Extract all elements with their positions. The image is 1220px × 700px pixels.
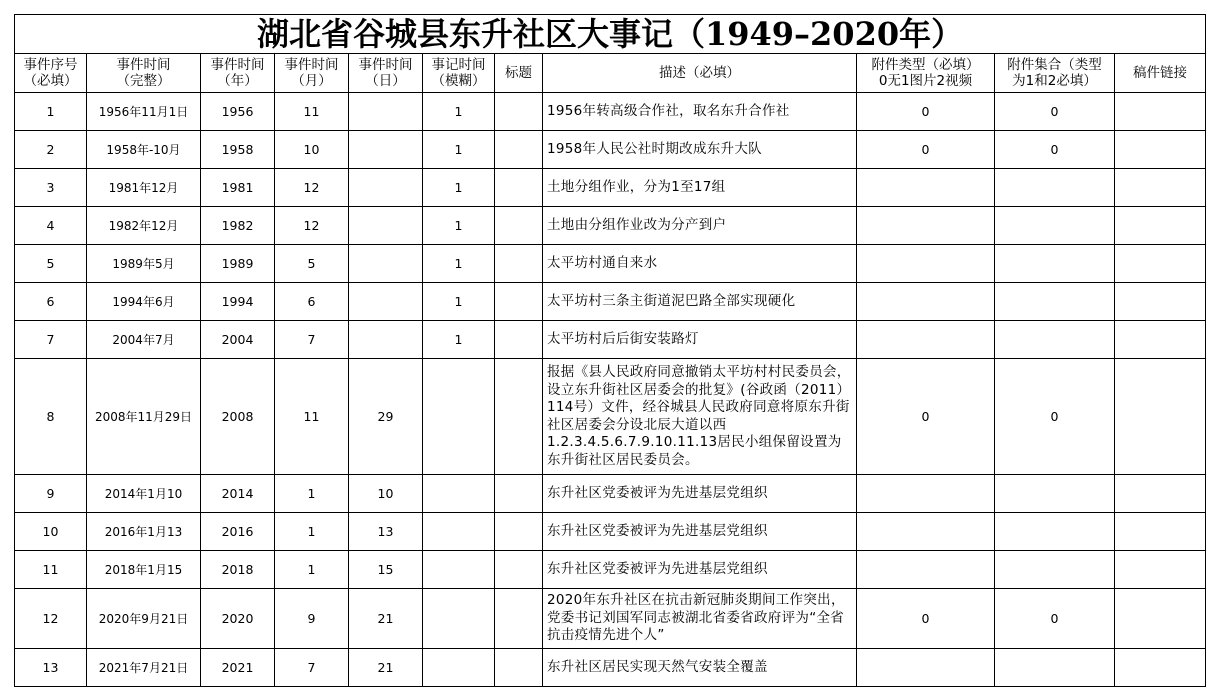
cell-seq[interactable]: 2 <box>15 131 87 169</box>
cell-day[interactable] <box>349 321 423 359</box>
cell-link[interactable] <box>1115 321 1206 359</box>
table-row <box>15 589 1206 649</box>
cell-desc[interactable]: 报据《县人民政府同意撤销太平坊村村民委员会，设立东升街社区居委会的批复》(谷政函（2011）114号）文件，经谷城县人民政府同意将原东升街社区居委会分设北辰大道以西1.2.3.4.5.6.7.9.10.11.13居民小组保留设置为东升街社区居民委员会。 <box>543 359 857 475</box>
header-year[interactable]: 事件时间 （年） <box>201 54 275 93</box>
cell-attach-set[interactable]: 0 <box>995 359 1115 475</box>
header-attach-type[interactable]: 附件类型（必填） 0无1图片2视频 <box>857 54 995 93</box>
header-month[interactable]: 事件时间 （月） <box>275 54 349 93</box>
cell-attach-set[interactable] <box>995 169 1115 207</box>
cell-fuzzy[interactable]: 1 <box>423 245 495 283</box>
cell-month[interactable]: 1 <box>275 475 349 513</box>
cell-attach-set[interactable] <box>995 207 1115 245</box>
cell-link[interactable] <box>1115 245 1206 283</box>
cell-seq[interactable]: 6 <box>15 283 87 321</box>
cell-date[interactable]: 2004年7月 <box>87 321 201 359</box>
cell-day[interactable]: 10 <box>349 475 423 513</box>
cell-link[interactable] <box>1115 475 1206 513</box>
cell-attach-type[interactable]: 0 <box>857 359 995 475</box>
cell-link[interactable] <box>1115 359 1206 475</box>
cell-attach-set[interactable]: 0 <box>995 589 1115 649</box>
cell-fuzzy[interactable]: 1 <box>423 321 495 359</box>
cell-attach-set[interactable] <box>995 245 1115 283</box>
cell-attach-type[interactable] <box>857 245 995 283</box>
cell-heading[interactable] <box>495 131 543 169</box>
cell-day[interactable]: 29 <box>349 359 423 475</box>
header-desc[interactable]: 描述（必填） <box>543 54 857 93</box>
cell-year[interactable]: 2020 <box>201 589 275 649</box>
cell-attach-type[interactable] <box>857 207 995 245</box>
cell-link[interactable] <box>1115 93 1206 131</box>
cell-attach-type[interactable]: 0 <box>857 93 995 131</box>
cell-attach-type[interactable] <box>857 169 995 207</box>
cell-desc[interactable]: 东升社区居民实现天然气安装全覆盖 <box>543 649 857 687</box>
cell-seq[interactable]: 9 <box>15 475 87 513</box>
cell-seq[interactable]: 10 <box>15 513 87 551</box>
table-row <box>15 359 1206 475</box>
cell-year[interactable]: 2004 <box>201 321 275 359</box>
cell-heading[interactable] <box>495 245 543 283</box>
cell-desc[interactable]: 东升社区党委被评为先进基层党组织 <box>543 513 857 551</box>
cell-desc[interactable]: 2020年东升社区在抗击新冠肺炎期间工作突出，党委书记刘国军同志被湖北省委省政府评为“全省抗击疫情先进个人” <box>543 589 857 649</box>
cell-attach-type[interactable] <box>857 283 995 321</box>
cell-desc[interactable]: 土地由分组作业改为分产到户 <box>543 207 857 245</box>
cell-attach-set[interactable] <box>995 321 1115 359</box>
cell-date[interactable]: 1982年12月 <box>87 207 201 245</box>
cell-date[interactable]: 1989年5月 <box>87 245 201 283</box>
cell-year[interactable]: 2018 <box>201 551 275 589</box>
table-row <box>15 93 1206 131</box>
table-title[interactable]: 湖北省谷城县东升社区大事记（1949–2020年） <box>15 15 1206 54</box>
cell-year[interactable]: 2014 <box>201 475 275 513</box>
cell-year[interactable]: 1958 <box>201 131 275 169</box>
cell-date[interactable]: 2018年1月15 <box>87 551 201 589</box>
table-row <box>15 513 1206 551</box>
cell-month[interactable]: 12 <box>275 207 349 245</box>
cell-fuzzy[interactable]: 1 <box>423 283 495 321</box>
cell-fuzzy[interactable] <box>423 359 495 475</box>
table-row <box>15 245 1206 283</box>
cell-fuzzy[interactable] <box>423 551 495 589</box>
cell-attach-type[interactable] <box>857 475 995 513</box>
cell-date[interactable]: 1981年12月 <box>87 169 201 207</box>
header-full-time[interactable]: 事件时间 （完整） <box>87 54 201 93</box>
cell-seq[interactable]: 8 <box>15 359 87 475</box>
cell-desc[interactable]: 东升社区党委被评为先进基层党组织 <box>543 475 857 513</box>
cell-attach-type[interactable] <box>857 513 995 551</box>
table-row <box>15 551 1206 589</box>
cell-heading[interactable] <box>495 551 543 589</box>
cell-heading[interactable] <box>495 169 543 207</box>
cell-date[interactable]: 2008年11月29日 <box>87 359 201 475</box>
cell-day[interactable]: 15 <box>349 551 423 589</box>
cell-link[interactable] <box>1115 649 1206 687</box>
cell-seq[interactable]: 1 <box>15 93 87 131</box>
table-row <box>15 207 1206 245</box>
cell-desc[interactable]: 1958年人民公社时期改成东升大队 <box>543 131 857 169</box>
cell-day[interactable]: 13 <box>349 513 423 551</box>
cell-desc[interactable]: 太平坊村通自来水 <box>543 245 857 283</box>
cell-month[interactable]: 11 <box>275 359 349 475</box>
cell-heading[interactable] <box>495 475 543 513</box>
cell-seq[interactable]: 5 <box>15 245 87 283</box>
cell-month[interactable]: 5 <box>275 245 349 283</box>
cell-day[interactable]: 21 <box>349 649 423 687</box>
cell-fuzzy[interactable] <box>423 513 495 551</box>
header-day[interactable]: 事件时间 （日） <box>349 54 423 93</box>
cell-link[interactable] <box>1115 131 1206 169</box>
cell-month[interactable]: 6 <box>275 283 349 321</box>
table-row <box>15 283 1206 321</box>
cell-attach-set[interactable] <box>995 551 1115 589</box>
cell-desc[interactable]: 太平坊村三条主街道泥巴路全部实现硬化 <box>543 283 857 321</box>
cell-link[interactable] <box>1115 551 1206 589</box>
cell-desc[interactable]: 1956年转高级合作社，取名东升合作社 <box>543 93 857 131</box>
cell-link[interactable] <box>1115 169 1206 207</box>
cell-day[interactable] <box>349 93 423 131</box>
cell-date[interactable]: 2014年1月10 <box>87 475 201 513</box>
cell-fuzzy[interactable]: 1 <box>423 93 495 131</box>
table-row <box>15 131 1206 169</box>
events-table <box>14 14 1206 687</box>
cell-date[interactable]: 1994年6月 <box>87 283 201 321</box>
cell-day[interactable] <box>349 169 423 207</box>
header-row <box>15 54 1206 93</box>
cell-attach-type[interactable]: 0 <box>857 589 995 649</box>
header-seq[interactable]: 事件序号 （必填） <box>15 54 87 93</box>
header-link[interactable]: 稿件链接 <box>1115 54 1206 93</box>
cell-seq[interactable]: 7 <box>15 321 87 359</box>
cell-day[interactable] <box>349 131 423 169</box>
spreadsheet <box>14 14 1205 687</box>
cell-date[interactable]: 1956年11月1日 <box>87 93 201 131</box>
cell-day[interactable] <box>349 245 423 283</box>
cell-date[interactable]: 2021年7月21日 <box>87 649 201 687</box>
cell-fuzzy[interactable]: 1 <box>423 169 495 207</box>
cell-heading[interactable] <box>495 513 543 551</box>
cell-attach-set[interactable] <box>995 649 1115 687</box>
cell-attach-type[interactable] <box>857 649 995 687</box>
cell-year[interactable]: 1956 <box>201 93 275 131</box>
cell-day[interactable]: 21 <box>349 589 423 649</box>
cell-seq[interactable]: 13 <box>15 649 87 687</box>
cell-year[interactable]: 1982 <box>201 207 275 245</box>
cell-heading[interactable] <box>495 93 543 131</box>
cell-month[interactable]: 7 <box>275 649 349 687</box>
table-row <box>15 321 1206 359</box>
cell-seq[interactable]: 3 <box>15 169 87 207</box>
cell-desc[interactable]: 东升社区党委被评为先进基层党组织 <box>543 551 857 589</box>
table-row <box>15 475 1206 513</box>
cell-link[interactable] <box>1115 589 1206 649</box>
cell-attach-set[interactable]: 0 <box>995 93 1115 131</box>
cell-date[interactable]: 1958年-10月 <box>87 131 201 169</box>
cell-fuzzy[interactable] <box>423 475 495 513</box>
cell-year[interactable]: 1989 <box>201 245 275 283</box>
cell-heading[interactable] <box>495 359 543 475</box>
cell-fuzzy[interactable]: 1 <box>423 207 495 245</box>
cell-heading[interactable] <box>495 207 543 245</box>
cell-attach-set[interactable] <box>995 283 1115 321</box>
table-body <box>15 93 1206 687</box>
cell-seq[interactable]: 12 <box>15 589 87 649</box>
cell-attach-set[interactable] <box>995 513 1115 551</box>
cell-seq[interactable]: 4 <box>15 207 87 245</box>
table-row <box>15 169 1206 207</box>
cell-month[interactable]: 1 <box>275 551 349 589</box>
cell-link[interactable] <box>1115 207 1206 245</box>
cell-day[interactable] <box>349 283 423 321</box>
cell-attach-set[interactable]: 0 <box>995 131 1115 169</box>
cell-month[interactable]: 9 <box>275 589 349 649</box>
cell-month[interactable]: 1 <box>275 513 349 551</box>
cell-day[interactable] <box>349 207 423 245</box>
cell-fuzzy[interactable] <box>423 649 495 687</box>
header-attach-set[interactable]: 附件集合（类型 为1和2必填） <box>995 54 1115 93</box>
cell-fuzzy[interactable]: 1 <box>423 131 495 169</box>
cell-year[interactable]: 1994 <box>201 283 275 321</box>
cell-heading[interactable] <box>495 283 543 321</box>
cell-link[interactable] <box>1115 513 1206 551</box>
cell-heading[interactable] <box>495 321 543 359</box>
cell-attach-set[interactable] <box>995 475 1115 513</box>
cell-attach-type[interactable] <box>857 321 995 359</box>
cell-seq[interactable]: 11 <box>15 551 87 589</box>
cell-link[interactable] <box>1115 283 1206 321</box>
cell-attach-type[interactable]: 0 <box>857 131 995 169</box>
cell-year[interactable]: 2008 <box>201 359 275 475</box>
cell-month[interactable]: 12 <box>275 169 349 207</box>
cell-date[interactable]: 2020年9月21日 <box>87 589 201 649</box>
cell-fuzzy[interactable] <box>423 589 495 649</box>
cell-month[interactable]: 7 <box>275 321 349 359</box>
cell-attach-type[interactable] <box>857 551 995 589</box>
header-fuzzy[interactable]: 事记时间 （模糊） <box>423 54 495 93</box>
table-row <box>15 649 1206 687</box>
header-heading[interactable]: 标题 <box>495 54 543 93</box>
cell-date[interactable]: 2016年1月13 <box>87 513 201 551</box>
cell-year[interactable]: 2021 <box>201 649 275 687</box>
cell-heading[interactable] <box>495 649 543 687</box>
cell-desc[interactable]: 土地分组作业，分为1至17组 <box>543 169 857 207</box>
cell-year[interactable]: 1981 <box>201 169 275 207</box>
cell-month[interactable]: 11 <box>275 93 349 131</box>
cell-year[interactable]: 2016 <box>201 513 275 551</box>
cell-desc[interactable]: 太平坊村后后街安装路灯 <box>543 321 857 359</box>
cell-month[interactable]: 10 <box>275 131 349 169</box>
cell-heading[interactable] <box>495 589 543 649</box>
